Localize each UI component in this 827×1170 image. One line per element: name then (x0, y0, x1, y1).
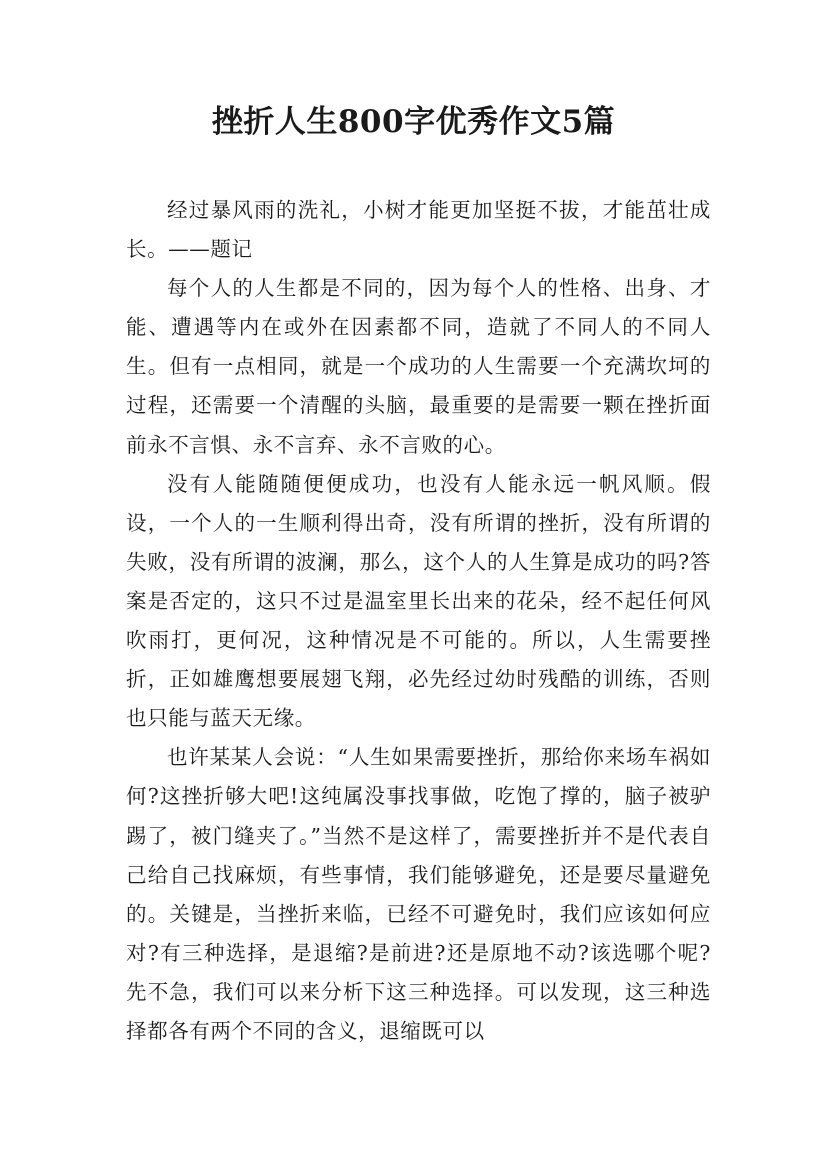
epigraph-paragraph: 经过暴风雨的洗礼，小树才能更加坚挺不拔，才能茁壮成长。——题记 (126, 198, 711, 262)
document-body (126, 191, 711, 1051)
body-paragraph-1: 每个人的人生都是不同的，因为每个人的性格、出身、才能、遭遇等内在或外在因素都不同，造就了不同人的不同人生。但有一点相同，就是一个成功的人生需要一个充满坎坷的过程，还需要一个清醒的头脑，最重要的是需要一颗在挫折面前永不言惧、永不言弃、永不言败的心。 (126, 276, 711, 457)
body-paragraph-2: 没有人能随随便便成功，也没有人能永远一帆风顺。假设，一个人的一生顺利得出奇，没有所谓的挫折，没有所谓的失败，没有所谓的波澜，那么，这个人的人生算是成功的吗?答案是否定的，这只不过是温室里长出来的花朵，经不起任何风吹雨打，更何况，这种情况是不可能的。所以，人生需要挫折，正如雄鹰想要展翅飞翔，必先经过幼时残酷的训练，否则也只能与蓝天无缘。 (126, 471, 711, 731)
document-title: 挫折人生800字优秀作文5篇 (211, 104, 616, 140)
body-paragraph-3: 也许某某人会说：“人生如果需要挫折，那给你来场车祸如何?这挫折够大吧!这纯属没事找事做，吃饱了撑的，脑子被驴踢了，被门缝夹了。”当然不是这样了，需要挫折并不是代表自己给自己找麻烦，有些事情，我们能够避免，还是要尽量避免的。关键是，当挫折来临，已经不可避免时，我们应该如何应对?有三种选择，是退缩?是前进?还是原地不动?该选哪个呢?先不急，我们可以来分析下这三种选择。可以发现，这三种选择都各有两个不同的含义，退缩既可以 (126, 745, 711, 1043)
